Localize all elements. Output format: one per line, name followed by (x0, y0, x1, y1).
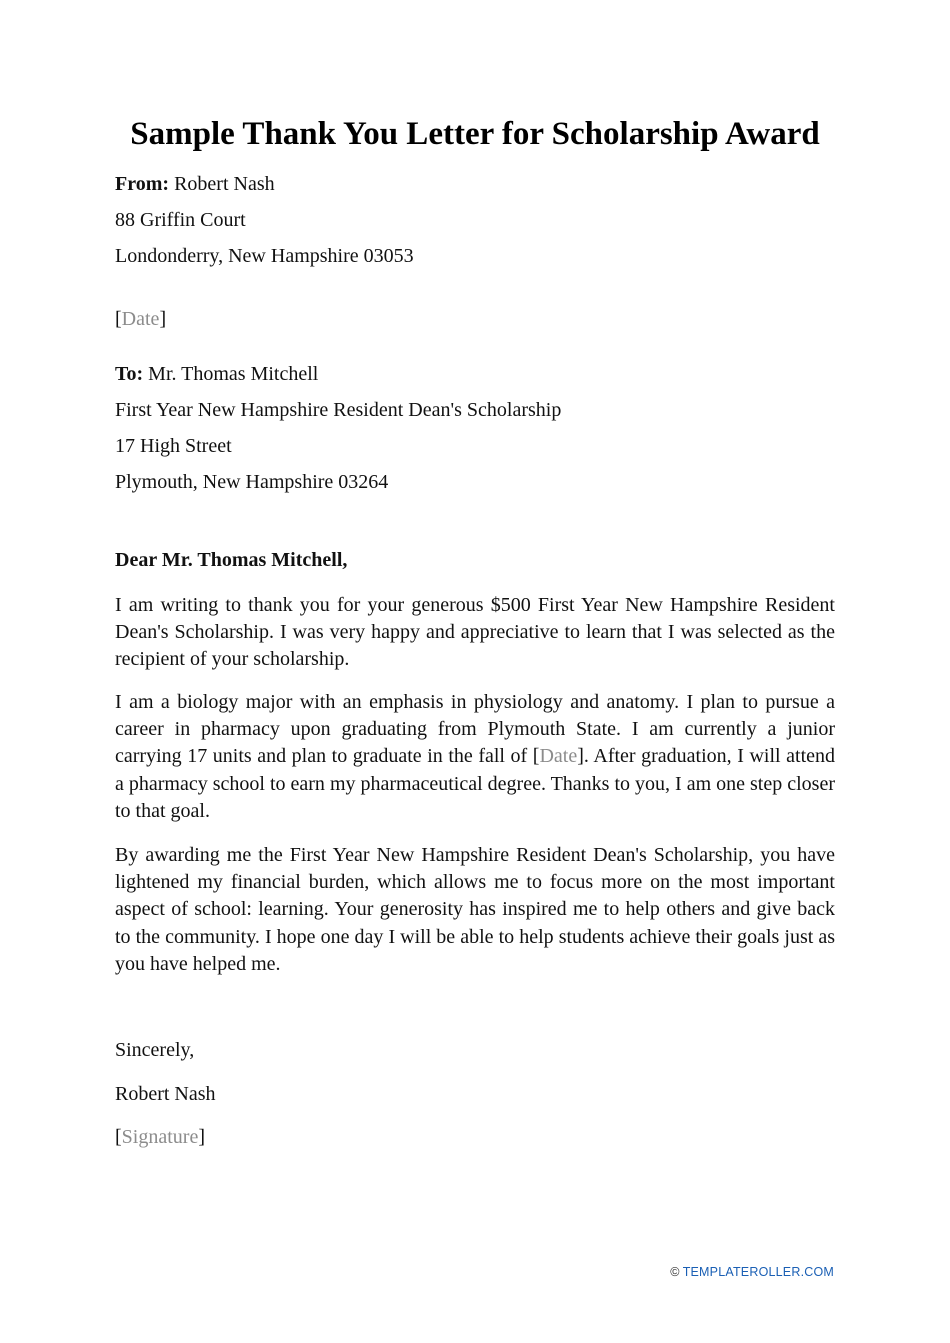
sender-address-line2: Londonderry, New Hampshire 03053 (115, 245, 414, 267)
sender-address-line1: 88 Griffin Court (115, 209, 246, 231)
sender-name-line (115, 166, 835, 202)
document-title: Sample Thank You Letter for Scholarship Award (130, 116, 820, 152)
footer-credit (670, 1265, 834, 1279)
date-placeholder: Date (121, 308, 160, 330)
recipient-name-line (115, 356, 835, 392)
copyright-icon: © (670, 1265, 680, 1279)
signature-line: [Signature] (115, 1126, 205, 1148)
sender-name: Robert Nash (174, 173, 275, 195)
from-label: From: (115, 173, 170, 195)
body-paragraph-3: By awarding me the First Year New Hampshire Resident Dean's Scholarship, you have lightened my financial burden, which allows me to focus more on the most important aspect of school: learning. Your generosity has inspired me to help others and give back to the community. I hope one day I will be able to help students achieve their goals just as you have helped me. (115, 844, 835, 975)
footer-site-link[interactable]: TEMPLATEROLLER.COM (682, 1265, 834, 1279)
signer-name: Robert Nash (115, 1083, 216, 1105)
signature-placeholder: Signature (121, 1126, 199, 1148)
paragraph-2-text-b: . After graduation, I will attend a pharmacy school to earn my pharmaceutical degree. Thanks to you, I am one step closer to that goal. (115, 745, 836, 822)
recipient-address-line2: Plymouth, New Hampshire 03264 (115, 471, 389, 493)
recipient-organization: First Year New Hampshire Resident Dean's Scholarship (115, 399, 562, 421)
to-label: To: (115, 363, 144, 385)
body-paragraph-1: I am writing to thank you for your generous $500 First Year New Hampshire Resident Dean's Scholarship. I was very happy and appreciative to learn that I was selected as the recipient of your scholarship. (115, 594, 835, 671)
date-line: [Date] (115, 308, 167, 330)
graduation-date-placeholder: Date (539, 745, 578, 768)
closing: Sincerely, (115, 1039, 195, 1061)
sender-block (115, 166, 835, 274)
recipient-name: Mr. Thomas Mitchell (148, 363, 319, 385)
body-paragraph-2: I am a biology major with an emphasis in physiology and anatomy. I plan to pursue a career in pharmacy upon graduating from Plymouth State. I am currently a junior carrying 17 units and plan to graduate in the fall of [Date]. After graduation, I will attend a pharmacy school to earn my pharmaceutical degree. Thanks to you, I am one step closer to that goal. (115, 691, 836, 822)
recipient-block (115, 356, 835, 500)
paragraph-2-text-a: I am a biology major with an emphasis in physiology and anatomy. I plan to pursue a career in pharmacy upon graduating from Plymouth State. I am currently a junior carrying 17 units and plan to graduate in the fall of (115, 691, 835, 768)
salutation: Dear Mr. Thomas Mitchell, (115, 549, 348, 571)
recipient-address-line1: 17 High Street (115, 435, 232, 457)
